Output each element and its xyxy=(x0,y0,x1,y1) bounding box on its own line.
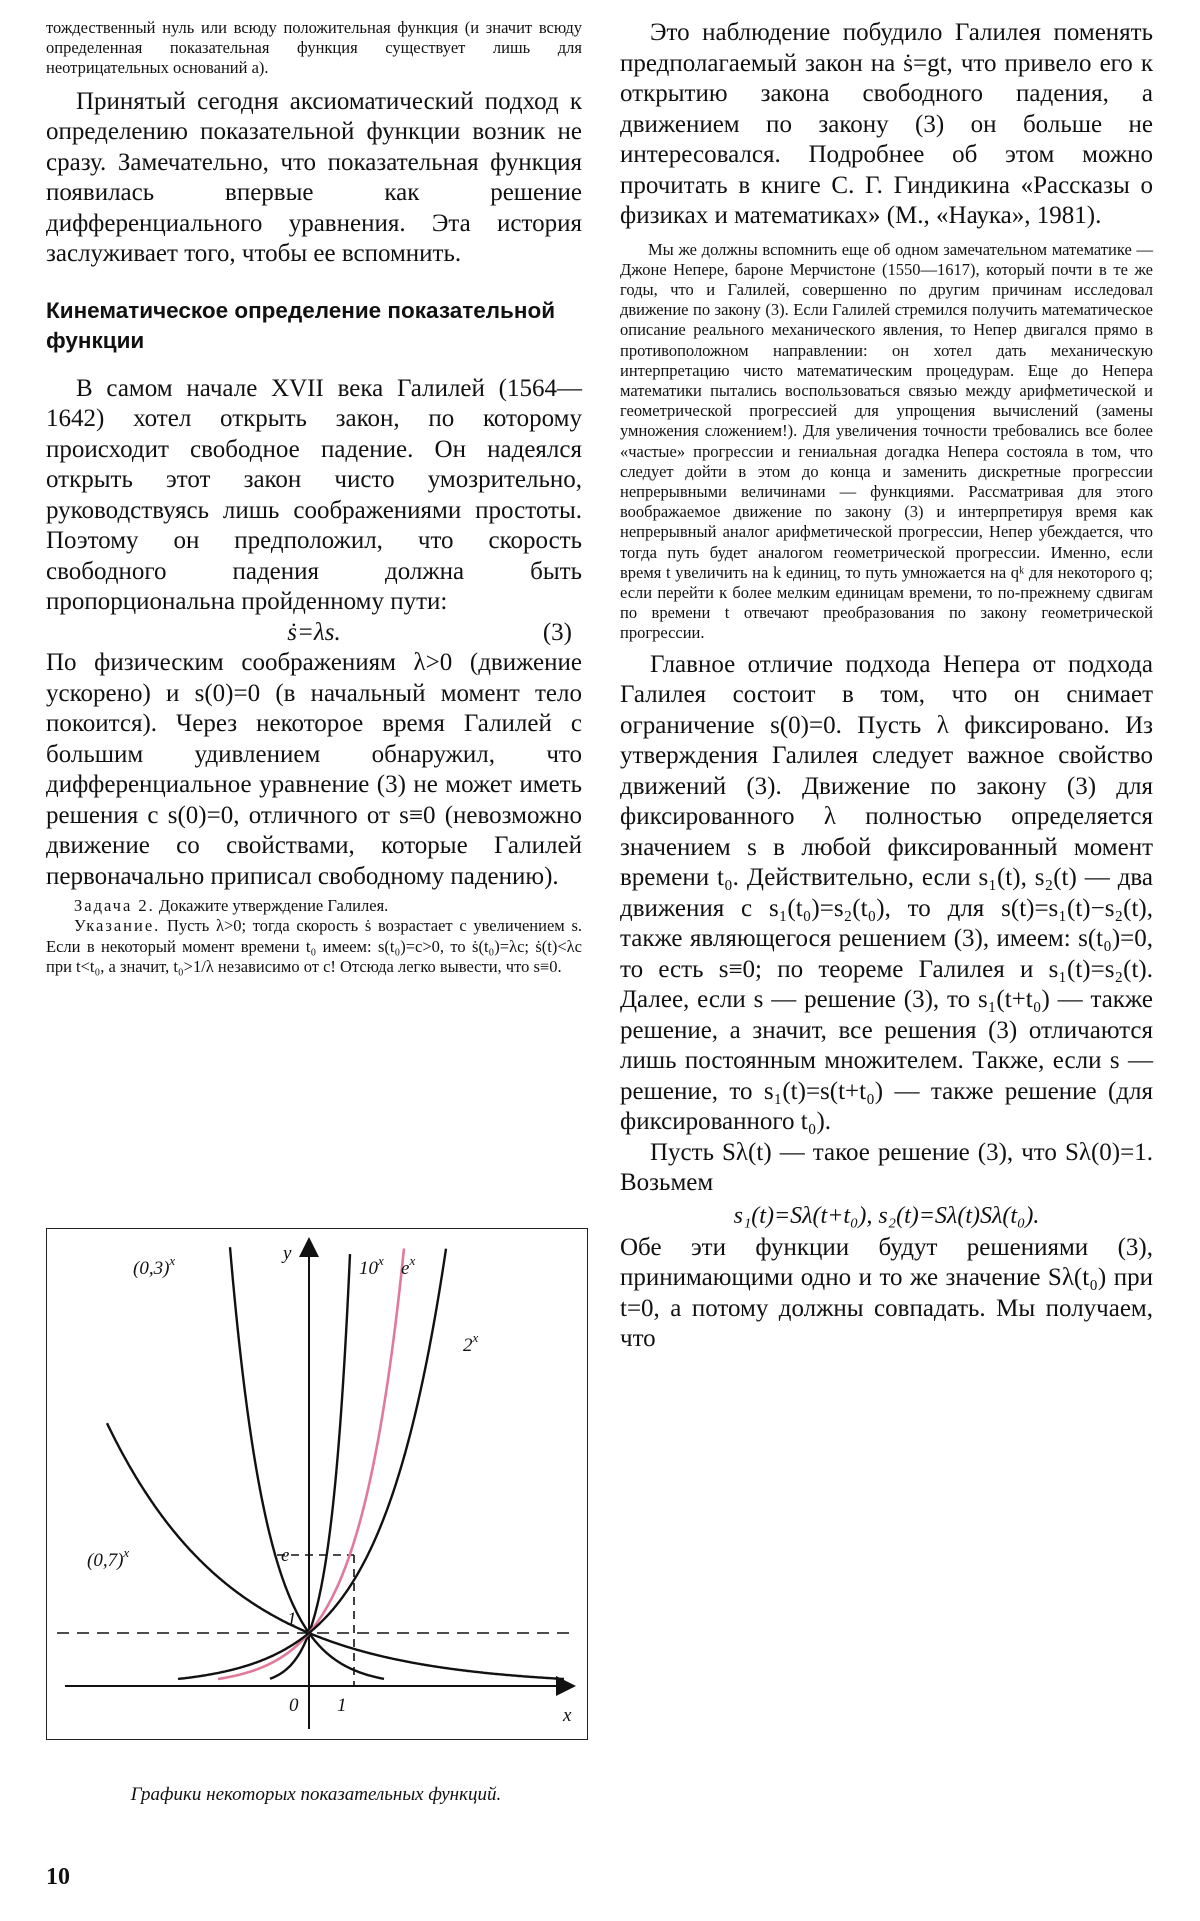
origin-label: 0 xyxy=(289,1695,299,1716)
formula-3-number: (3) xyxy=(542,618,572,646)
curve-label-10 xyxy=(359,1253,384,1279)
left-column xyxy=(46,18,582,977)
formula-s1-s2: s₁(t)=Sλ(t+t₀), s₂(t)=Sλ(t)Sλ(t₀). xyxy=(733,1202,1040,1229)
hint-label: Указание. xyxy=(74,916,161,936)
curve-label-07-exp: x xyxy=(123,1545,130,1560)
page-number: 10 xyxy=(46,1864,70,1890)
y-axis-label: y xyxy=(283,1243,292,1264)
curve-label-03 xyxy=(133,1253,175,1279)
task-text: Докажите утверждение Галилея. xyxy=(158,896,389,916)
curve-e-x xyxy=(218,1249,404,1680)
right-paragraph-3: Главное отличие подхода Непера от подхода Галилея состоит в том, что он снимает ограничение s(0)=0. Пусть λ фиксировано. Из утверждения Галилея следует важное свойство движений (3). Движение по закону (3) для фиксированного λ полностью определяется значением s в любой фиксированный момент времени t₀. Действительно, если s₁(t), s₂(t) — два движения с s₁(t₀)=s₂(t₀), то для s(t)=s₁(t)−s₂(t), также являющегося решением (3), имеем: s(t₀)=0, то есть s≡0; по теореме Галилея и s₁(t)=s₂(t). Далее, если s — решение (3), то s₁(t+t₀) — также решение, а значит, все решения (3) отличаются лишь постоянным множителем. Также, если s — решение, то s₁(t)=s(t+t₀) — также решение (для фиксированного t₀). xyxy=(620,650,1153,1136)
curve-label-07 xyxy=(87,1545,129,1571)
curve--0-3-x xyxy=(230,1247,384,1679)
left-paragraph-3: В самом начале XVII века Галилей (1564—1642) хотел открыть закон, по которому происходит свободное падение. Он надеялся открыть этот закон чисто умозрительно, руководствуясь лишь соображениями простоты. Поэтому он предположил, что скорость свободного падения должна быть пропорциональна пройденному пути: xyxy=(46,374,582,616)
right-paragraph-4: Пусть Sλ(t) — такое решение (3), что Sλ(0)=1. Возьмем xyxy=(620,1138,1153,1197)
curve--0-7-x xyxy=(107,1423,564,1679)
curve-label-03-base: (0,3) xyxy=(133,1258,170,1279)
left-paragraph-2: Принятый сегодня аксиоматический подход к определению показательной функции возник не сразу. Замечательно, что показательная функция появилась впервые как решение дифференциального уравнения. Эта история заслуживает того, чтобы ее вспомнить. xyxy=(46,87,582,268)
right-column xyxy=(620,18,1153,1355)
curve-label-10-exp: x xyxy=(378,1253,384,1268)
curves-group xyxy=(107,1247,564,1679)
e-tick-label: e xyxy=(281,1545,290,1566)
right-paragraph-2: Мы же должны вспомнить еще об одном замечательном математике — Джоне Непере, бароне Мерчистоне (1550—1617), который почти в те же годы, что и Галилей, совершенно по другим причинам исследовал движение по закону (3). Если Галилей стремился получить математическое описание реального механического явления, то Непер двигался прямо в противоположном направлении: он хотел дать механическую интерпретацию чисто математическим процедурам. Еще до Непера математики пытались воспользоваться связью между арифметической и геометрической прогрессией для упрощения вычислений (замены умножения сложением!). Для увеличения точности требовались все более «частые» прогрессии и гениальная догадка Непера состояла в том, что следует дойти в этом до конца и заменить дискретные прогрессии непрерывными величинами — функциями. Рассматривая для этого воображаемое движение по закону (3) и интерпретируя время как непрерывный аналог арифметической прогрессии, Непер убеждается, что тогда путь будет аналогом геометрической прогрессии. Именно, если время t увеличить на k единиц, то путь умножается на qᵏ для некоторого q; если перейти к более мелким единицам времени, то по-прежнему сдвигам по времени t отвечают преобразования по закону геометрической прогрессии. xyxy=(620,239,1153,643)
curve-label-07-base: (0,7) xyxy=(87,1550,124,1571)
graph-canvas xyxy=(47,1229,587,1739)
curve-label-2 xyxy=(463,1330,479,1356)
curve-label-03-exp: x xyxy=(169,1253,176,1268)
exponential-graphs-figure xyxy=(46,1228,588,1740)
task-label: Задача 2. xyxy=(74,896,155,916)
x-axis-label: x xyxy=(563,1705,572,1726)
curve-label-e-base: e xyxy=(401,1258,410,1279)
y-one-label: 1 xyxy=(287,1609,297,1630)
curve-label-e-exp: x xyxy=(409,1253,416,1268)
task-2 xyxy=(46,896,582,916)
right-paragraph-1: Это наблюдение побудило Галилея поменять предполагаемый закон на ṡ=gt, что привело его к открытию закона свободного падения, а движением по закону (3) он больше не интересовался. Подробнее об этом можно прочитать в книге С. Г. Гиндикина «Рассказы о физиках и математиках» (М., «Наука», 1981). xyxy=(620,19,1153,229)
left-paragraph-1: тождественный нуль или всюду положительная функция (и значит всюду определенная показательная функция существует лишь для неотрицательных оснований a). xyxy=(46,18,582,78)
formula-3: ṡ=λs. xyxy=(287,618,341,646)
left-paragraph-4: По физическим соображениям λ>0 (движение ускорено) и s(0)=0 (в начальный момент тело покоится). Через некоторое время Галилей с большим удивлением обнаружил, что дифференциальное уравнение (3) не может иметь решения с s(0)=0, отличного от s≡0 (невозможно движение со свойствами, которые Галилей первоначально приписал свободному падению). xyxy=(46,649,582,890)
curve-label-10-base: 10 xyxy=(359,1258,378,1279)
section-heading: Кинематическое определение показательной функции xyxy=(46,297,556,353)
right-paragraph-5: Обе эти функции будут решениями (3), принимающими одно и то же значение Sλ(t₀) при t=0, а потому должны совпадать. Мы получаем, что xyxy=(620,1233,1153,1353)
formula-3-row xyxy=(46,618,582,649)
hint-text: Пусть λ>0; тогда скорость ṡ возрастает с увеличением s. Если в некоторый момент времени t₀ имеем: s(t₀)=c>0, то ṡ(t₀)=λc; ṡ(t)<λc при t<t₀, а значит, t₀>1/λ независимо от c! Отсюда легко вывести, что s≡0. xyxy=(46,916,582,976)
curve-label-2-base: 2 xyxy=(463,1335,473,1356)
x-one-label: 1 xyxy=(337,1695,347,1716)
curve-label-2-exp: x xyxy=(472,1330,479,1345)
curve-2-x xyxy=(178,1249,446,1679)
hint xyxy=(46,916,582,977)
figure-caption: Графики некоторых показательных функций. xyxy=(130,1784,502,1805)
